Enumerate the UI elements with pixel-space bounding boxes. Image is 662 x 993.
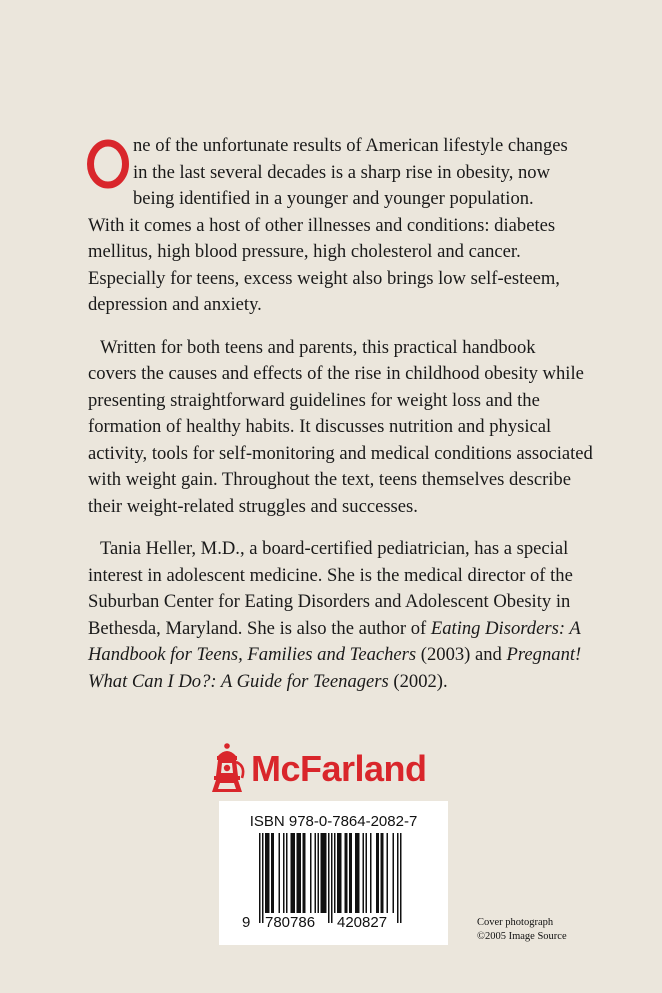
author-bio-line: Tania Heller, M.D., a board-certified pediatrician, has a special	[100, 538, 569, 559]
barcode-bar	[268, 833, 270, 913]
blurb-p1-line: With it comes a host of other illnesses and conditions: diabetes	[88, 214, 556, 236]
barcode-bar	[298, 833, 300, 913]
cover-photo-credit	[477, 916, 567, 944]
barcode-bar	[300, 833, 302, 913]
barcode-bar	[363, 833, 365, 913]
blurb-p1-line: being identified in a younger and younger population.	[133, 188, 534, 209]
book-title-eating-disorders: Eating Disorders: A	[430, 617, 581, 639]
blurb-p2-line: covers the causes and effects of the rise in childhood obesity while	[88, 363, 584, 384]
barcode-bar	[273, 833, 275, 913]
barcode-bar	[294, 833, 296, 913]
barcode-bar	[400, 833, 402, 923]
barcode-bar	[292, 833, 294, 913]
drop-cap-o-graphic	[87, 139, 129, 189]
barcode-bar	[318, 833, 320, 913]
publisher-name: McFarland	[251, 748, 427, 789]
publisher-logo	[212, 742, 462, 794]
blurb-p2-line: presenting straightforward guidelines for weight loss and the	[88, 389, 540, 411]
barcode-bar	[334, 833, 336, 913]
barcode-bar	[283, 833, 285, 913]
barcode-bar	[357, 833, 359, 913]
barcode-bar	[325, 833, 327, 913]
barcode-bar	[387, 833, 389, 913]
blurb-p2-line: their weight-related struggles and successes.	[88, 495, 418, 517]
author-bio-line: Suburban Center for Eating Disorders and Adolescent Obesity in	[88, 591, 571, 612]
barcode-bar	[337, 833, 339, 913]
barcode-bar	[291, 833, 293, 913]
author-bio-text: (2002).	[388, 670, 448, 692]
book-title-eating-disorders-cont: Handbook for Teens, Families and Teachers	[88, 644, 417, 665]
barcode-bar	[321, 833, 323, 913]
blurb-p2-line: Written for both teens and parents, this practical handbook	[100, 336, 536, 358]
barcode-digit-group-left: 780786	[265, 914, 316, 931]
blurb-p1-line: Especially for teens, excess weight also brings low self-esteem,	[88, 267, 560, 289]
barcode-bar	[397, 833, 399, 923]
author-bio-line	[88, 642, 588, 669]
barcode-bar	[259, 833, 261, 923]
author-bio-line: interest in adolescent medicine. She is the medical director of the	[88, 564, 573, 586]
barcode-bar	[267, 833, 269, 913]
barcode-bar	[345, 833, 347, 913]
blurb-p2-line: with weight gain. Throughout the text, teens themselves describe	[88, 469, 571, 490]
isbn-label: ISBN 978-0-7864-2082-7	[249, 813, 418, 830]
barcode-bar	[381, 833, 383, 913]
blurb-p1-line: mellitus, high blood pressure, high cholesterol and cancer.	[88, 241, 521, 262]
barcode-bar	[286, 833, 288, 913]
lighthouse-logo-icon	[212, 742, 248, 794]
barcode-bar	[297, 833, 299, 913]
blurb-p1-line: in the last several decades is a sharp rise in obesity, now	[133, 161, 551, 183]
barcode-bar	[310, 833, 312, 913]
barcode-bar	[370, 833, 372, 913]
barcode-bar	[271, 833, 273, 913]
author-bio-line	[88, 669, 588, 696]
barcode-bar	[322, 833, 324, 913]
barcode-bar	[339, 833, 341, 913]
drop-cap	[87, 139, 129, 189]
blurb-paragraph-2	[88, 335, 593, 521]
barcode-digit-group-right: 420827	[337, 914, 388, 931]
barcode-bars	[259, 833, 409, 925]
blurb-p1-line: ne of the unfortunate results of American lifestyle changes	[133, 135, 568, 156]
barcode-bar	[378, 833, 380, 913]
isbn-barcode	[219, 801, 448, 945]
barcode-lead-digit: 9	[242, 914, 251, 931]
back-cover-blurb	[88, 133, 593, 695]
barcode-bar	[351, 833, 353, 913]
barcode-bar	[331, 833, 333, 923]
book-title-pregnant-cont: What Can I Do?: A Guide for Teenagers	[88, 670, 389, 692]
book-title-pregnant: Pregnant!	[506, 644, 582, 665]
credit-line: ©2005 Image Source	[477, 931, 567, 942]
credit-line: Cover photograph	[477, 917, 554, 928]
barcode-bar	[328, 833, 330, 923]
barcode-bar	[324, 833, 326, 913]
barcode-bar	[346, 833, 348, 913]
blurb-paragraph-1	[88, 133, 588, 319]
barcode-bar	[303, 833, 305, 913]
barcode-bar	[315, 833, 317, 913]
barcode-bar	[340, 833, 342, 913]
author-bio-line	[88, 616, 588, 643]
author-bio-paragraph	[88, 536, 588, 695]
barcode-bar	[355, 833, 357, 913]
barcode-bar	[349, 833, 351, 913]
blurb-p2-line: activity, tools for self-monitoring and medical conditions associated	[88, 442, 593, 464]
barcode-bar	[393, 833, 395, 913]
barcode-bar	[265, 833, 267, 913]
barcode-bar	[262, 833, 264, 923]
barcode-bar	[358, 833, 360, 913]
barcode-bar	[376, 833, 378, 913]
blurb-p2-line: formation of healthy habits. It discusses nutrition and physical	[88, 416, 552, 437]
barcode-bar	[382, 833, 384, 913]
barcode-bar	[279, 833, 281, 913]
author-bio-text: (2003) and	[416, 644, 507, 665]
barcode-bar	[366, 833, 368, 913]
blurb-p1-line: depression and anxiety.	[88, 294, 262, 315]
author-bio-text: Bethesda, Maryland. She is also the author of	[88, 617, 431, 639]
barcode-bar	[304, 833, 306, 913]
